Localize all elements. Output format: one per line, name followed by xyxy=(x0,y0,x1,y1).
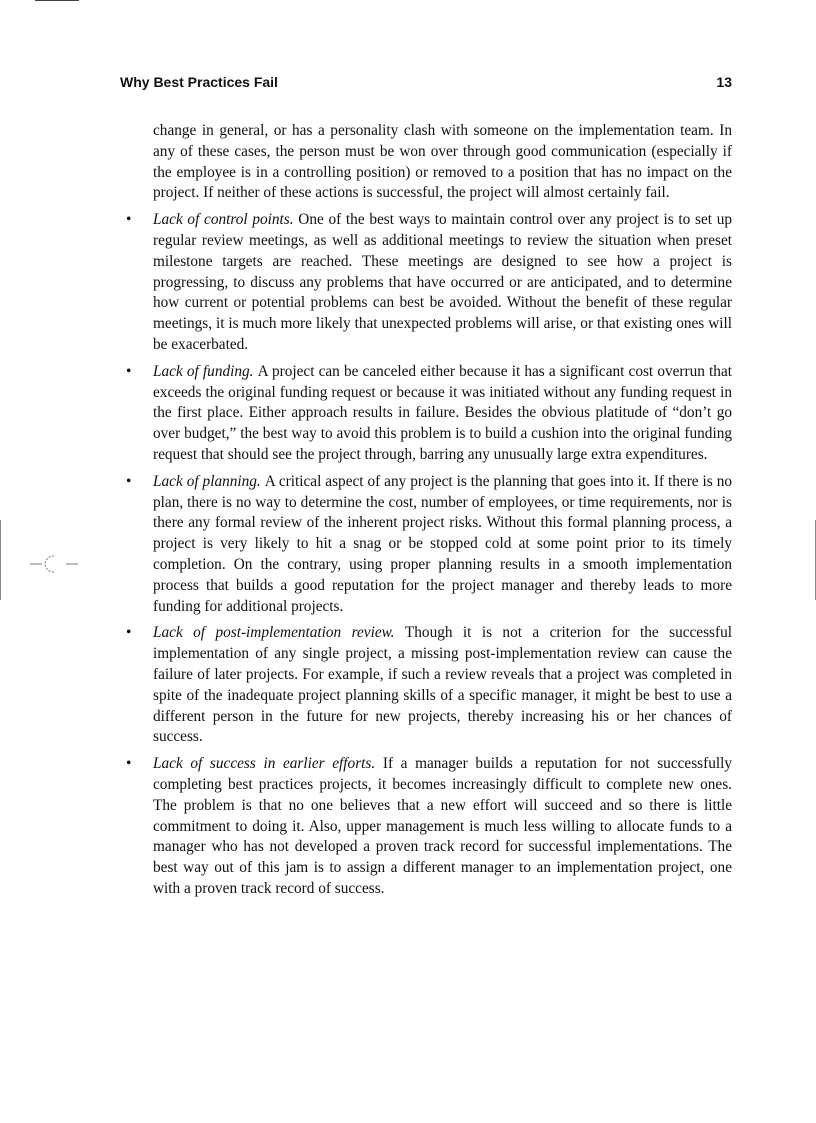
bullet-text: If a manager builds a reputation for not successfully completing best practices projects, it becomes increasingly difficult to complete new ones. The problem is that no one believes that a new effort will succeed and so there is little commitment to doing it. Also, upper management is much less willing to allocate funds to a manager who has not developed a proven track record for successful implementations. The best way out of this jam is to assign a different manager to an implementation project, one with a proven track record of success. xyxy=(153,755,732,897)
list-item xyxy=(120,210,732,356)
bullet-text: A critical aspect of any project is the planning that goes into it. If there is no plan, there is no way to determine the cost, number of employees, or time requirements, nor is there any formal review of the inherent project risks. Without this formal planning process, a project is very likely to hit a snag or be stopped cold at some point prior to its timely completion. On the contrary, using proper planning results in a smooth implementation process that builds a good reputation for the project manager and thereby leads to more funding for additional projects. xyxy=(153,472,732,615)
list-item xyxy=(120,362,732,466)
chapter-title: Why Best Practices Fail xyxy=(120,74,278,90)
bullet-text: One of the best ways to maintain control over any project is to set up regular review meetings, as well as additional meetings to review the situation when preset milestone targets are reached. These meetings are designed to see how a project is progressing, to discuss any problems that have occurred or are anticipated, and to determine how current or potential problems can best be avoided. Without the benefit of these regular meetings, it is much more likely that unexpected problems will arise, or that existing ones will be exacerbated. xyxy=(153,211,732,353)
registration-mark-icon xyxy=(28,551,80,577)
bullet-lead: Lack of success in earlier efforts. xyxy=(153,755,383,773)
continued-paragraph: change in general, or has a personality clash with someone on the implementation team. In any of these cases, the person must be won over through good communication (especially if the employee is in a controlling position) or removed to a position that has no impact on the project. If neither of these actions is successful, the project will almost certainly fail. xyxy=(153,122,732,202)
left-crop-mark xyxy=(0,520,1,600)
bullet-icon: • xyxy=(126,211,132,229)
bullet-lead: Lack of control points. xyxy=(153,211,299,229)
bullet-icon: • xyxy=(126,472,132,490)
bullet-icon: • xyxy=(126,624,132,642)
bullet-text: A project can be canceled either because it has a significant cost overrun that exceeds the original funding request or because it was initiated without any funding request in the first place. Either approach results in failure. Besides the obvious platitude of “don’t go over budget,” the best way to avoid this problem is to build a cushion into the original funding request that should see the project through, barring any unusually large extra expenditures. xyxy=(153,362,732,463)
running-header xyxy=(120,74,732,96)
list-item xyxy=(120,472,732,618)
list-item xyxy=(120,623,732,748)
bullet-icon: • xyxy=(126,362,132,380)
top-crop-rule xyxy=(35,0,79,1)
bullet-lead: Lack of post-implementation review. xyxy=(153,624,405,642)
list-item xyxy=(120,754,732,900)
bullet-text: Though it is not a criterion for the successful implementation of any single project, a missing post-implementation review can cause the failure of later projects. For example, if such a review reveals that a project was completed in spite of the inadequate project planning skills of a specific manager, it might be best to use a different person in the future for new projects, thereby increasing his or her chances of success. xyxy=(153,624,732,746)
bullet-icon: • xyxy=(126,755,132,773)
bullet-lead: Lack of planning. xyxy=(153,472,265,490)
body-text xyxy=(120,121,732,900)
page-number: 13 xyxy=(716,74,732,90)
bullet-list xyxy=(120,210,732,900)
bullet-lead: Lack of funding. xyxy=(153,362,258,380)
